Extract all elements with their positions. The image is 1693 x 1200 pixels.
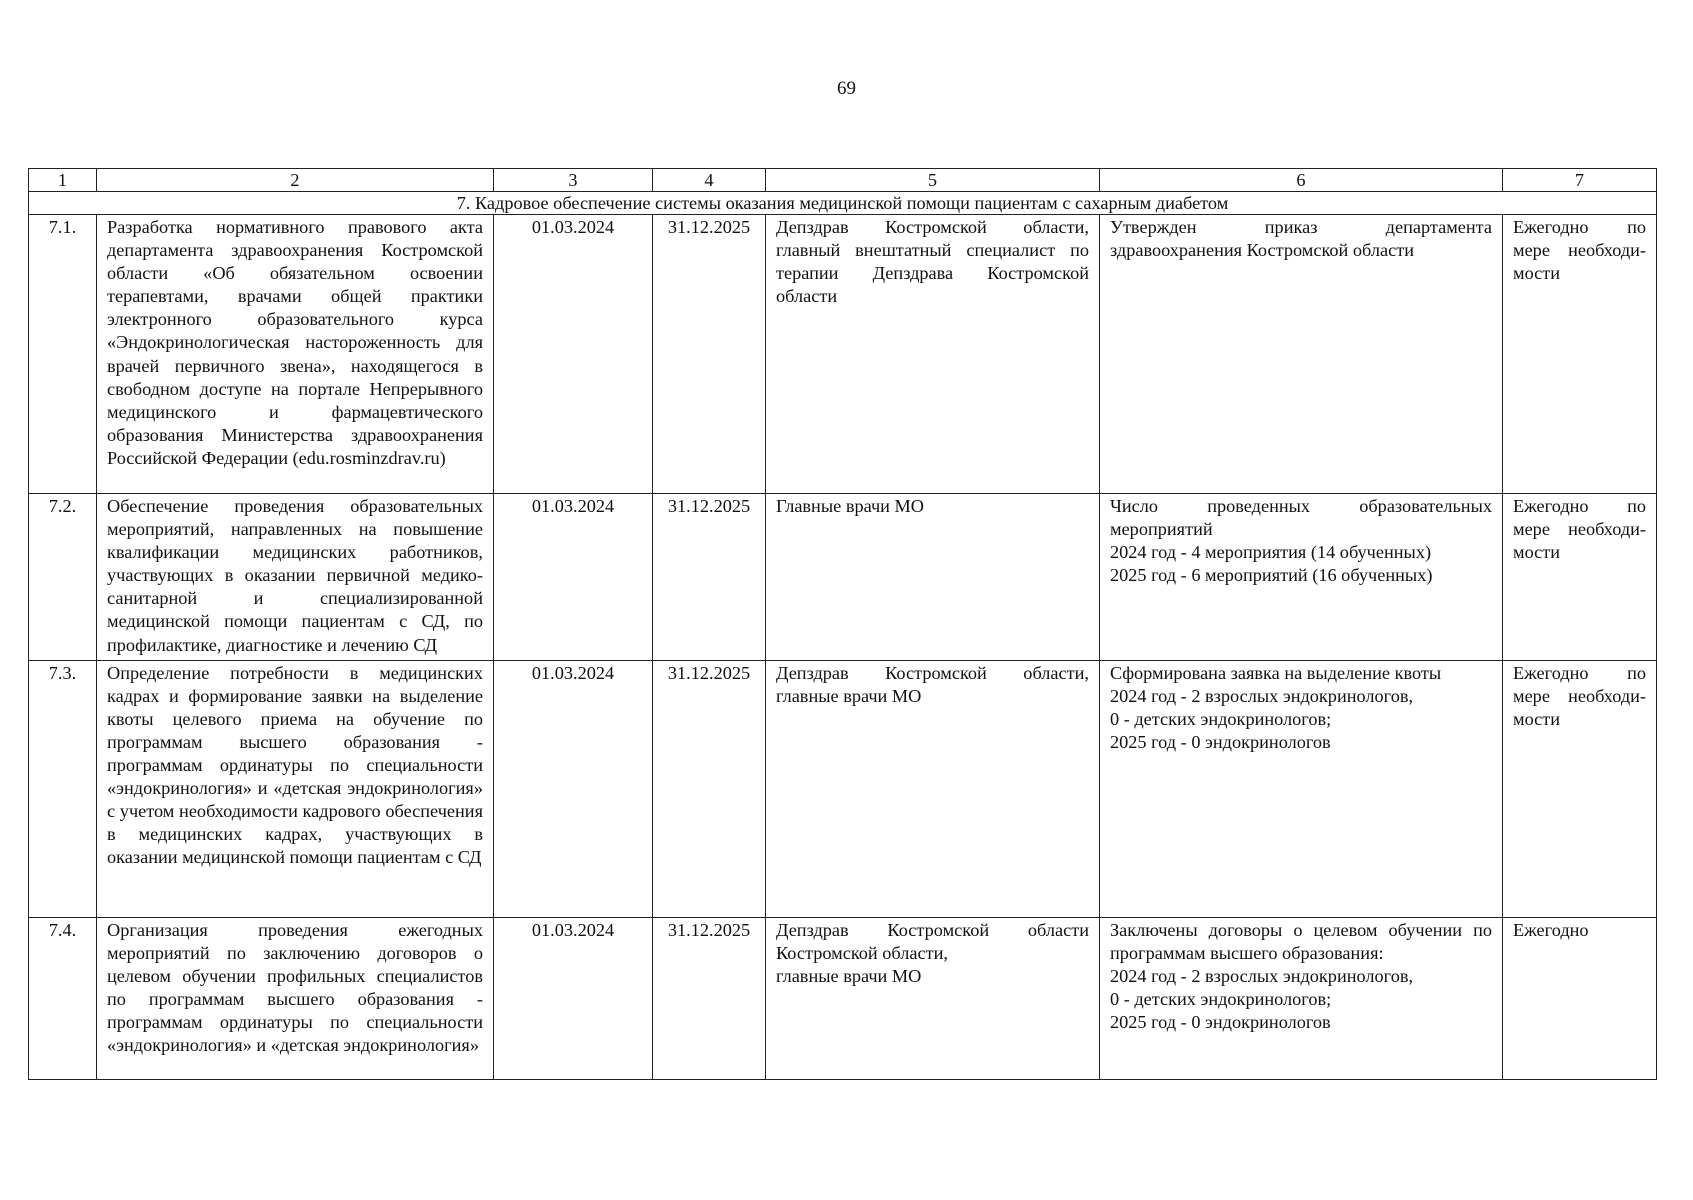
expected-result bbox=[1100, 215, 1503, 494]
frequency: Ежегодно bbox=[1503, 917, 1657, 1079]
result-line: 0 - детских эндокринологов; bbox=[1110, 988, 1332, 1009]
measure-description: Организация проведения ежегодных мероприятий по заключению договоров о целевом обучении профильных специалистов по программам высшего образования - программам ординатуры по специальности «эндокринология» и «детская эндокринология» bbox=[97, 917, 494, 1079]
responsible-executor: Депздрав Костромской области, главный внештатный специалист по терапии Депздрава Костромской области bbox=[766, 215, 1100, 494]
end-date: 31.12.2025 bbox=[653, 660, 766, 917]
section-header-row bbox=[29, 192, 1657, 215]
result-line: 2025 год - 0 эндокринологов bbox=[1110, 1012, 1331, 1033]
frequency: Ежегодно по мере необходи-мости bbox=[1503, 494, 1657, 661]
expected-result bbox=[1100, 494, 1503, 661]
page-number: 69 bbox=[837, 78, 856, 99]
result-line: 2025 год - 0 эндокринологов bbox=[1110, 731, 1331, 752]
column-number: 2 bbox=[97, 169, 494, 192]
expected-result bbox=[1100, 660, 1503, 917]
column-number: 5 bbox=[766, 169, 1100, 192]
table-row bbox=[29, 215, 1657, 494]
expected-result bbox=[1100, 917, 1503, 1079]
responsible-executor bbox=[766, 917, 1100, 1079]
end-date: 31.12.2025 bbox=[653, 494, 766, 661]
end-date: 31.12.2025 bbox=[653, 215, 766, 494]
frequency: Ежегодно по мере необходи-мости bbox=[1503, 660, 1657, 917]
start-date: 01.03.2024 bbox=[494, 660, 653, 917]
column-number: 3 bbox=[494, 169, 653, 192]
column-number: 1 bbox=[29, 169, 97, 192]
column-number: 6 bbox=[1100, 169, 1503, 192]
section-title: 7. Кадровое обеспечение системы оказания медицинской помощи пациентам с сахарным диабетом bbox=[29, 192, 1657, 215]
result-line: Утвержден приказ департамента здравоохранения Костромской области bbox=[1110, 217, 1492, 261]
measure-description: Разработка нормативного правового акта департамента здравоохранения Костромской области «Об обязательном освоении терапевтами, врачами общей практики электронного образовательного курса «Эндокринологическая настороженность для врачей первичного звена», находящегося в свободном доступе на портале Непрерывного медицинского и фармацевтического образования Министерства здравоохранения Российской Федерации (edu.rosminzdrav.ru) bbox=[97, 215, 494, 494]
table-row bbox=[29, 660, 1657, 917]
measures-table bbox=[28, 168, 1657, 1080]
column-number-row bbox=[29, 169, 1657, 192]
result-line: Сформирована заявка на выделение квоты bbox=[1110, 662, 1442, 683]
measure-number: 7.1. bbox=[29, 215, 97, 494]
result-line: 2025 год - 6 мероприятий (16 обученных) bbox=[1110, 565, 1433, 586]
column-number: 7 bbox=[1503, 169, 1657, 192]
responsible-line: Депздрав Костромской области Костромской области, bbox=[776, 919, 1089, 963]
responsible-line: главные врачи МО bbox=[776, 965, 922, 986]
measure-description: Обеспечение проведения образовательных мероприятий, направленных на повышение квалификации медицинских работников, участвующих в оказании первичной медико-санитарной и специализированной медицинской помощи пациентам с СД, по профилактике, диагностике и лечению СД bbox=[97, 494, 494, 661]
start-date: 01.03.2024 bbox=[494, 215, 653, 494]
start-date: 01.03.2024 bbox=[494, 494, 653, 661]
result-line: 0 - детских эндокринологов; bbox=[1110, 708, 1332, 729]
result-line: 2024 год - 4 мероприятия (14 обученных) bbox=[1110, 542, 1432, 563]
result-line: 2024 год - 2 взрослых эндокринологов, bbox=[1110, 965, 1414, 986]
responsible-executor: Главные врачи МО bbox=[766, 494, 1100, 661]
result-line: Заключены договоры о целевом обучении по программам высшего образования: bbox=[1110, 919, 1492, 963]
responsible-executor: Депздрав Костромской области, главные врачи МО bbox=[766, 660, 1100, 917]
measure-number: 7.4. bbox=[29, 917, 97, 1079]
column-number: 4 bbox=[653, 169, 766, 192]
table-row bbox=[29, 917, 1657, 1079]
measure-number: 7.2. bbox=[29, 494, 97, 661]
frequency: Ежегодно по мере необходи-мости bbox=[1503, 215, 1657, 494]
measure-number: 7.3. bbox=[29, 660, 97, 917]
end-date: 31.12.2025 bbox=[653, 917, 766, 1079]
result-line: Число проведенных образовательных мероприятий bbox=[1110, 496, 1492, 540]
measure-description: Определение потребности в медицинских кадрах и формирование заявки на выделение квоты целевого приема на обучение по программам высшего образования - программам ординатуры по специальности «эндокринология» и «детская эндокринология» с учетом необходимости кадрового обеспечения в медицинских кадрах, участвующих в оказании медицинской помощи пациентам с СД bbox=[97, 660, 494, 917]
result-line: 2024 год - 2 взрослых эндокринологов, bbox=[1110, 685, 1414, 706]
start-date: 01.03.2024 bbox=[494, 917, 653, 1079]
table-row bbox=[29, 494, 1657, 661]
